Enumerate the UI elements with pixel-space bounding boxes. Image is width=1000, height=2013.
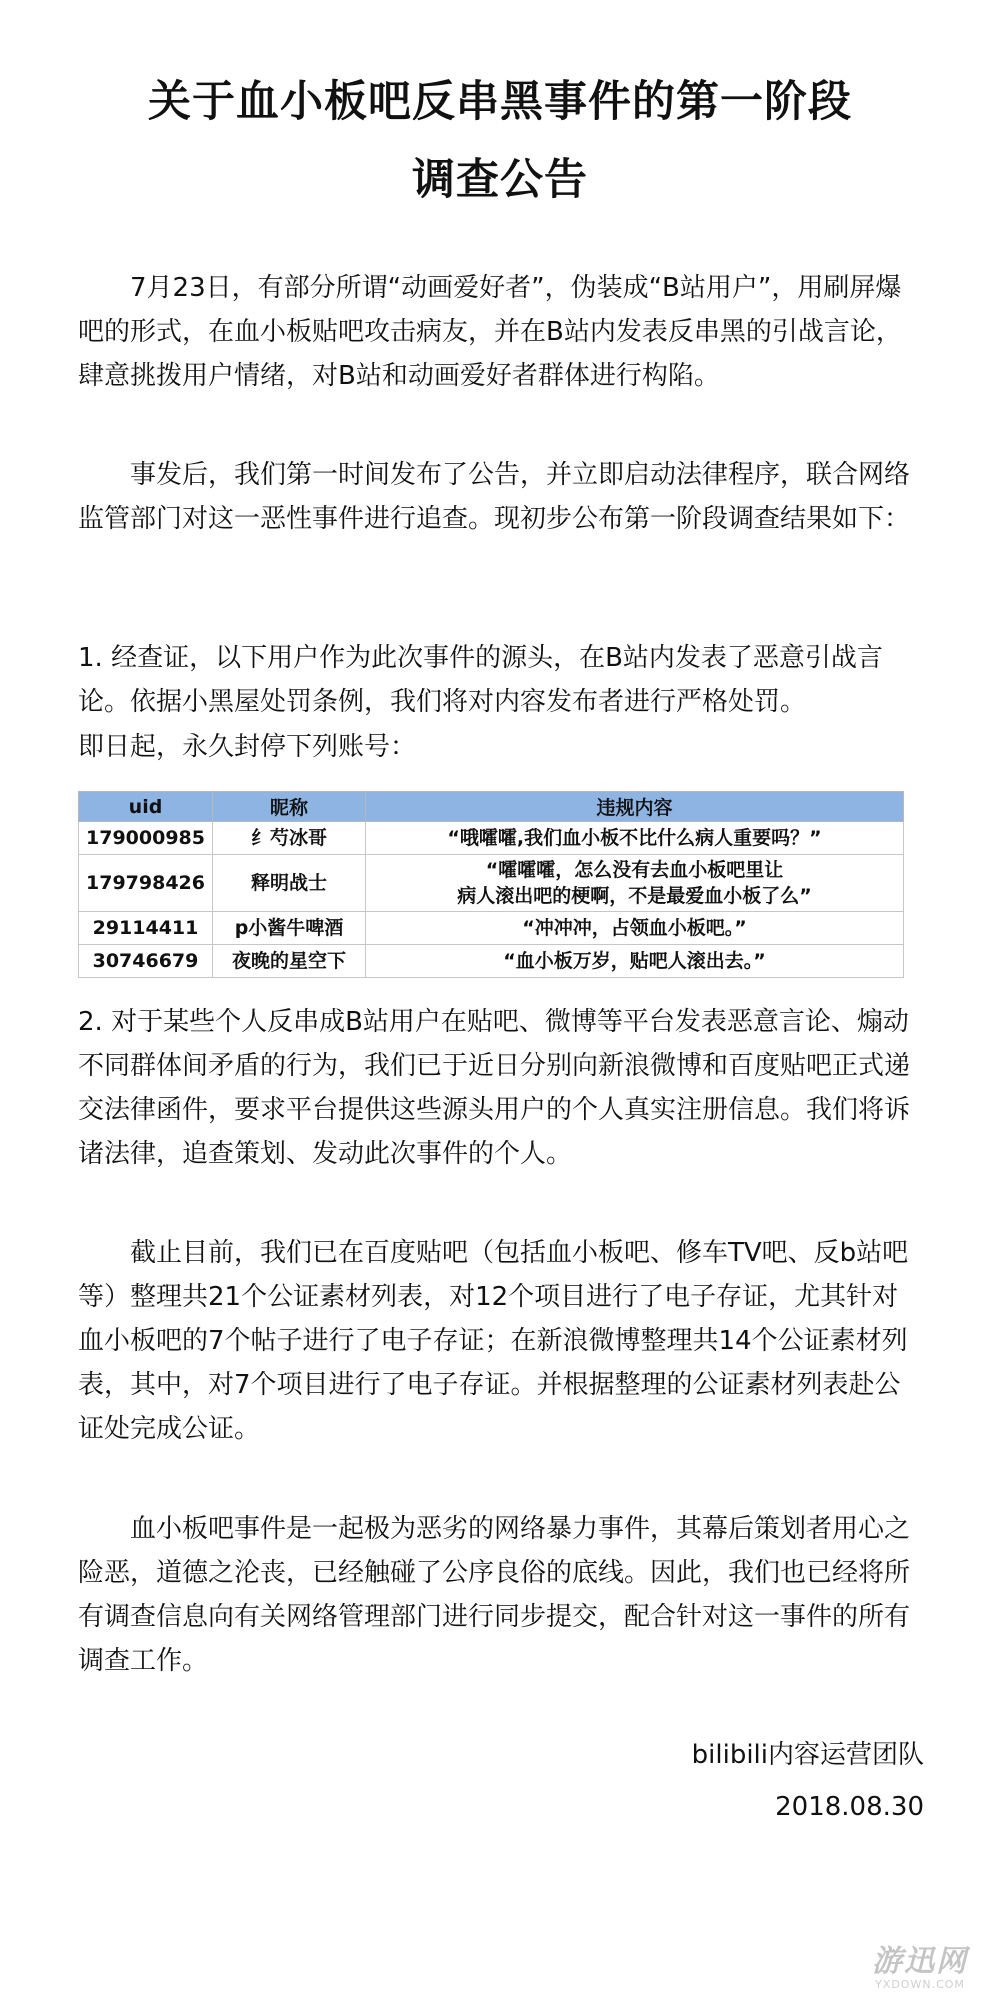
table-cell-violation: “嚯嚯嚯，怎么没有去血小板吧里让 病人滚出吧的梗啊，不是最爱血小板了么”	[366, 855, 904, 912]
watermark-url: YXDOWN.COM	[875, 1978, 965, 1991]
table-cell-nickname: 夜晚的星空下	[213, 945, 366, 978]
table-header-uid: uid	[79, 792, 213, 822]
paragraph-finding-2: 2. 对于某些个人反串成B站用户在贴吧、微博等平台发表恶意言论、煽动不同群体间矛盾的行为，我们已于近日分别向新浪微博和百度贴吧正式递交法律函件，要求平台提供这些源头用户的个人真实注册信息。我们将诉诸法律，追查策划、发动此次事件的个人。	[78, 1007, 911, 1169]
table-row	[79, 912, 904, 945]
paragraph-finding-1: 1. 经查证，以下用户作为此次事件的源头，在B站内发表了恶意引战言论。依据小黑屋处罚条例，我们将对内容发布者进行严格处罚。	[78, 643, 883, 717]
table-cell-nickname: 纟芍冰哥	[213, 822, 366, 855]
table-header-nickname: 昵称	[213, 792, 366, 822]
paragraph-response: 事发后，我们第一时间发布了公告，并立即启动法律程序，联合网络监管部门对这一恶性事件进行追查。现初步公布第一阶段调查结果如下：	[78, 460, 911, 534]
table-cell-violation: “哦嚯嚯,我们血小板不比什么病人重要吗？”	[366, 822, 904, 855]
paragraph-evidence: 截止目前，我们已在百度贴吧（包括血小板吧、修车TV吧、反b站吧等）整理共21个公证素材列表，对12个项目进行了电子存证，尤其针对血小板吧的7个帖子进行了电子存证；在新浪微博整理共14个公证素材列表，其中，对7个项目进行了电子存证。并根据整理的公证素材列表赴公证处完成公证。	[78, 1238, 909, 1444]
signature-date: 2018.08.30	[775, 1792, 924, 1822]
table-row	[79, 855, 904, 912]
watermark	[872, 1936, 968, 1991]
table-row	[79, 822, 904, 855]
table-cell-uid: 30746679	[79, 945, 213, 978]
table-header-row	[79, 792, 904, 822]
table-cell-uid: 29114411	[79, 912, 213, 945]
table-cell-nickname: p小酱牛啤酒	[213, 912, 366, 945]
table-header-violation: 违规内容	[366, 792, 904, 822]
paragraph-conclusion: 血小板吧事件是一起极为恶劣的网络暴力事件，其幕后策划者用心之险恶，道德之沦丧，已经触碰了公序良俗的底线。因此，我们也已经将所有调查信息向有关网络管理部门进行同步提交，配合针对这一事件的所有调查工作。	[78, 1514, 911, 1676]
table-cell-violation: “冲冲冲，占领血小板吧。”	[366, 912, 904, 945]
paragraph-ban-notice: 即日起，永久封停下列账号：	[78, 732, 417, 762]
page-title-line-2: 调查公告	[412, 155, 588, 205]
table-cell-uid: 179798426	[79, 855, 213, 912]
watermark-logo: 游迅网	[872, 1944, 968, 1979]
page-title-line-1: 关于血小板吧反串黑事件的第一阶段	[148, 77, 852, 127]
table-row	[79, 945, 904, 978]
table-cell-uid: 179000985	[79, 822, 213, 855]
table-cell-violation: “血小板万岁，贴吧人滚出去。”	[366, 945, 904, 978]
table-cell-nickname: 释明战士	[213, 855, 366, 912]
banned-accounts-table	[78, 791, 904, 978]
paragraph-intro: 7月23日，有部分所谓“动画爱好者”，伪装成“B站用户”，用刷屏爆吧的形式，在血小板贴吧攻击病友，并在B站内发表反串黑的引战言论，肆意挑拨用户情绪，对B站和动画爱好者群体进行构陷。	[78, 273, 902, 391]
signature-team: bilibili内容运营团队	[691, 1740, 924, 1770]
